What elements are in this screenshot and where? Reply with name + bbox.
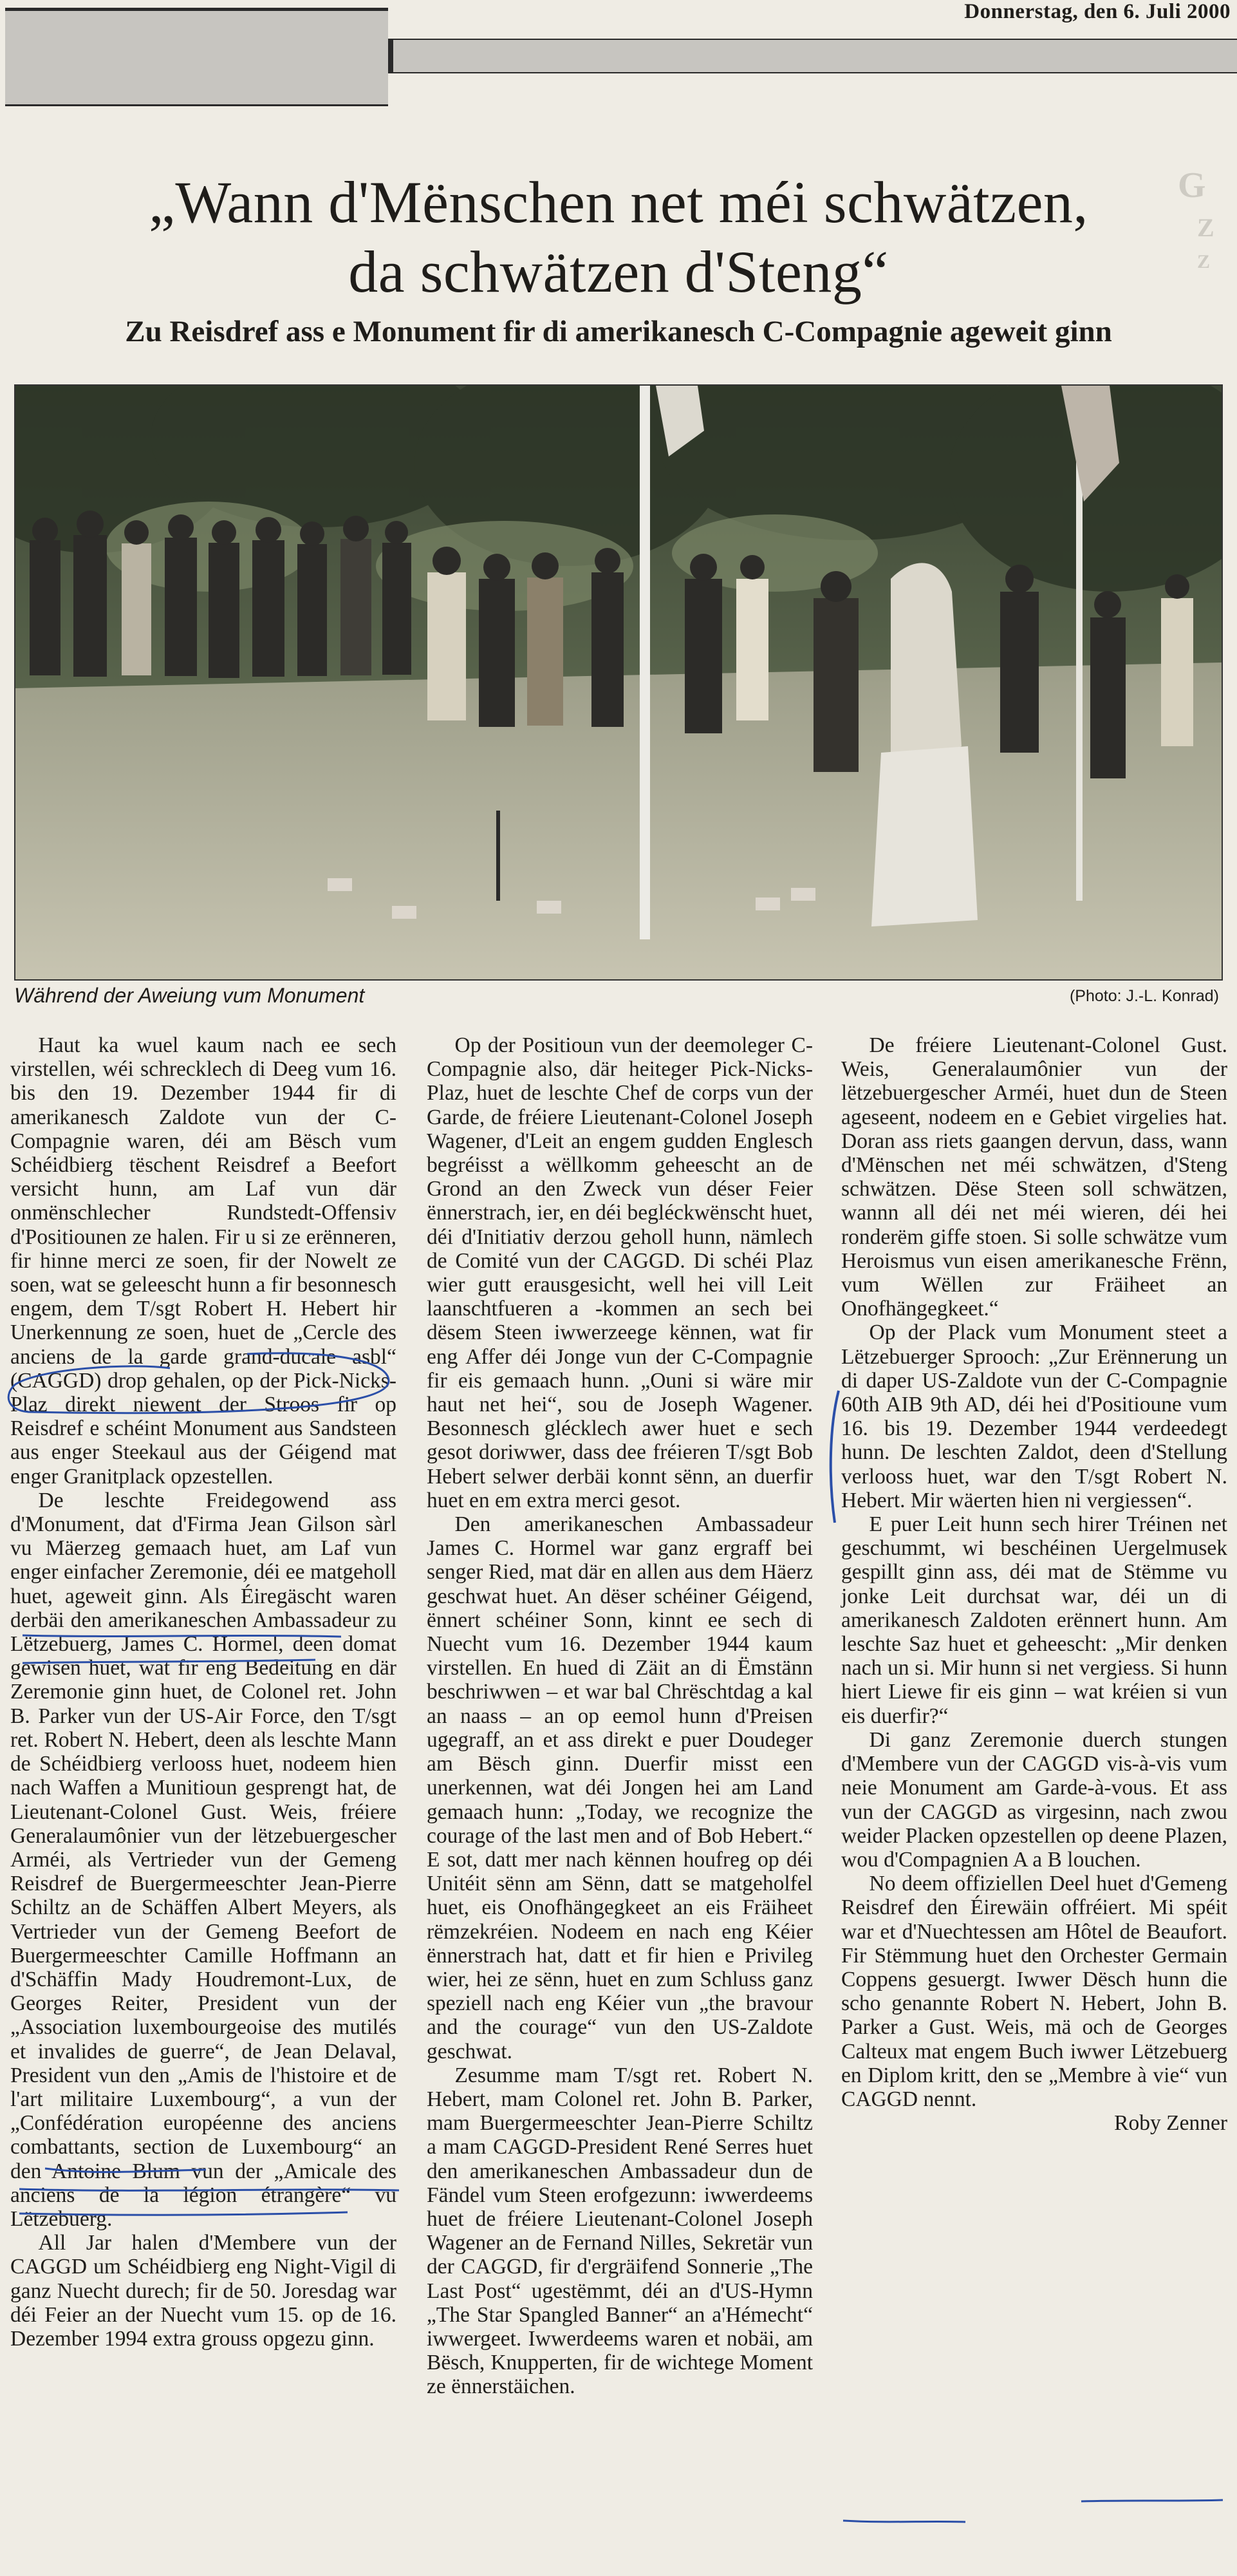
article-column-2 — [427, 1033, 813, 2399]
article-column-1 — [10, 1033, 396, 2351]
article-paragraph: All Jar halen d'Membere vun der CAGGD um Schéidbierg eng Night-Vigil di ganz Nuecht durech; fir de 50. Joresdag war déi Feier an der Nuecht vum 15. op de 16. Dezember 1994 extra grouss opgezu ginn. — [10, 2231, 396, 2351]
pen-underline-mark — [837, 2495, 1236, 2534]
article-paragraph: De leschte Freidegowend ass d'Monument, dat d'Firma Jean Gilson sàrl vu Mäerzeg gemaach huet, am Laf vun enger einfacher Zeremonie, déi ee matgeholl huet, ageweit ginn. Als Éiregäscht waren derbäi den amerikaneschen Ambassadeur zu Lëtzebuerg, James C. Hormel, deen domat gewisen huet, wat fir eng Bedeitung en där Zeremonie ginn huet, de Colonel ret. John B. Parker vun der US-Air Force, den T/sgt ret. Robert N. Hebert, deen als leschte Mann de Schéidbierg verlooss huet, nodeem hien nach Waffen a Munitioun gesprengt hat, de Lieutenant-Colonel Gust. Weis, fréiere Generalaumônier vun der lëtzebuergescher Arméi, als Vertrieder vun der Gemeng Reisdref de Buergermeeschter Jean-Pierre Schiltz an de Schäffen Albert Meyers, als Vertrieder vun der Gemeng Beefort de Buergermeeschter Camille Hoffmann an d'Schäffin Mady Houdremont-Lux, de Georges Reiter, President vun der „Association luxembourgeoise des mutilés et invalides de guerre“, de Jean Delaval, President vun den „Amis de l'histoire et de l'art militaire Luxembourg“, a vun der „Confédération européenne des anciens combattants, section de Luxembourg“ an den Antoine Blum vun der „Amicale des anciens de la légion étrangère“ vu Lëtzebuerg. — [10, 1488, 396, 2231]
photo-credit: (Photo: J.-L. Konrad) — [1069, 987, 1219, 1005]
article-paragraph: Di ganz Zeremonie duerch stungen d'Membere vun der CAGGD vis-à-vis vum neie Monument am Garde-à-vous. Et ass vun der CAGGD as virgesinn, nach zwou weider Placken opzestellen op deene Plazen, wou d'Compagnien A a B louchen. — [841, 1727, 1227, 1872]
header-bar-left — [5, 8, 388, 106]
headline — [0, 167, 1237, 306]
headline-line-1: „Wann d'Mënschen net méi schwätzen, — [149, 169, 1088, 235]
header-bar-right — [388, 39, 1237, 73]
dateline: Donnerstag, den 6. Juli 2000 — [964, 0, 1231, 23]
headline-line-2: da schwätzen d'Steng“ — [348, 239, 889, 305]
author-signature: Roby Zenner — [1114, 2111, 1227, 2136]
subheadline: Zu Reisdref ass e Monument fir di amerikanesch C-Compagnie ageweit ginn — [125, 315, 1112, 348]
article-paragraph: De fréiere Lieutenant-Colonel Gust. Weis, Generalaumônier vun der lëtzebuergescher Arméi, huet dun de Steen ageseent, nodeem en e Gebiet virgelies hat. Doran ass riets gaangen dervun, dass, wann d'Mënschen net méi schwätzen, d'Steng schwätzen. Dëse Steen soll schwätzen, wannn all déi net méi wieren, déi hei ronderëm giffe stoen. Si solle schwätze vum Heroismus vun eisen amerikanesche Frënn, vum Wëllen zur Fräiheet an Onofhängegkeet.“ — [841, 1033, 1227, 1321]
article-paragraph: No deem offiziellen Deel huet d'Gemeng Reisdref den Éirewäin offréiert. Mi spéit war et d'Nuechtessen am Hôtel de Beaufort. Fir Stëmmung huet den Orchester Germain Coppens gesuergt. Iwwer Dësch hunn die scho genannte Robert N. Hebert, John B. Parker a Gust. Weis, mä och de Georges Calteux mat engem Buch iwwer Lëtzebuerg en Diplom kritt, den se „Membre à vie“ vun CAGGD nennt. — [841, 1872, 1227, 2111]
ceremony-photo-illustration — [15, 386, 1222, 979]
article-paragraph: E puer Leit hunn sech hirer Tréinen net geschummt, wi beschéinen Uergelmusek gespillt ginn ass, déi mat de Stëmme vu jonke Leit durchsat war, déi un di amerikanesch Zaldoten erënnert hunn. Am leschte Saz huet et geheescht: „Mir denken nach un si. Mir hunn si net vergiess. Si hunn hiert Liewe fir eis ginn – wat kréien si vun eis duerfir?“ — [841, 1512, 1227, 1728]
article-paragraph: Den amerikaneschen Ambassadeur James C. Hormel war ganz ergraff bei senger Ried, mat där en allen aus dem Häerz geschwat huet. An dëser schéiner Géigend, ënnert schéiner Sonn, kinnt ee sech di Nuecht vum 16. Dezember 1944 kaum virstellen. En hued di Zäit an di Ëmstänn beschriwwen – et war bal Chrëschtdag a kal an naass – an op eemol hunn d'Preisen ugegraff, an et ass direkt e puer Doudeger am Bësch ginn. Duerfir misst een unerkennen, wat déi Jongen hei am Land gemaach hunn: „Today, we recognize the courage of the last men and of Bob Hebert.“ E sot, datt mer nach kënnen houfreg op déi Unitéit sënn am Sënn, datt se matgeholfel huet, eis Onofhängegkeet an eis Fräiheet rëmzekréien. Nodeem en nach eng Kéier ënnerstrach hat, datt et fir hien e Privileg wier, hei ze sënn, huet en zum Schluss ganz speziell nach eng Kéier vun „the bravour and the courage“ vun den US-Zaldote geschwat. — [427, 1512, 813, 2064]
photo-caption: Während der Aweiung vum Monument — [14, 984, 365, 1007]
article-paragraph: Op der Positioun vun der deemoleger C-Compagnie also, där heiteger Pick-Nicks-Plaz, huet de leschte Chef de corps vun der Garde, de fréiere Lieutenant-Colonel Joseph Wagener, d'Leit an engem gudden Englesch begréisst a wëllkomm geheescht an de Grond an den Zweck vun déser Feier ënnerstrach, ier, en déi begléckwënscht huet, déi d'Initiativ derzou geholl hunn, nämlech de Comité vun der CAGGD. Di schéi Plaz wier gutt erausgesicht, well hei vill Leit laanschtfueren a -kommen an sech bei dësem Steen iwwerzeege kënnen, wat fir eng Affer déi Jonge vun der C-Compagnie fir eis gemaach hunn. „Ouni si wäre mir haut net hei“, sou de Joseph Wagener. Besonnesch glécklech awer huet e sech gesot doriwwer, dass dee fréieren T/sgt Bob Hebert selwer derbäi konnt sënn, an duerfir huet en em extra merci gesot. — [427, 1033, 813, 1512]
ceremony-photo — [14, 384, 1223, 981]
bleed-through-text: Z — [1197, 251, 1211, 272]
article-paragraph: Op der Plack vum Monument steet a Lëtzebuerger Sprooch: „Zur Erënnerung un di daper US-Zaldote vun der C-Compagnie 60th AIB 9th AD, déi hei d'Positioune vum 16. bis 19. Dezember 1944 verdeedegt hunn. De leschten Zaldot, deen d'Stellung verlooss huet, war den T/sgt Robert N. Hebert. Mir wäerten hien ni vergiessen“. — [841, 1321, 1227, 1512]
article-paragraph: Zesumme mam T/sgt ret. Robert N. Hebert, mam Colonel ret. John B. Parker, mam Buergermeeschter Jean-Pierre Schiltz a mam CAGGD-President René Serres huet den amerikaneschen Ambassadeur dun de Fändel vum Steen erofgezunn: iwwerdeems huet de fréiere Lieutenant-Colonel Joseph Wagener an de Fernand Nilles, Sekretär vun der CAGGD, fir d'ergräifend Sonnerie „The Last Post“ ugestëmmt, déi an d'US-Hymn „The Star Spangled Banner“ an a'Hémecht“ iwwergeet. Iwwerdeems waren et nobäi, am Bësch, Knupperten, fir de wichtege Moment ze ënnerstäichen. — [427, 2063, 813, 2399]
article-paragraph: Haut ka wuel kaum nach ee sech virstellen, wéi schrecklech di Deeg vum 16. bis den 19. Dezember 1944 fir di amerikanesch Zaldote vun der C-Compagnie waren, déi am Bësch vum Schéidbierg tëschent Reisdref a Beefort versicht hunn, am Laf vun där onmënschlecher Rundstedt-Offensiv d'Positiounen ze halen. Fir u si ze erënneren, fir hinne merci ze soen, fir der Nowelt ze soen, wat se geleescht hunn a fir besonnesch engem, dem T/sgt Robert H. Hebert hir Unerkennung ze soen, huet de „Cercle des anciens de la garde grand-ducale asbl“ (CAGGD) drop gehalen, op der Pick-Nicks-Plaz direkt niewent der Stroos fir op Reisdref e schéint Monument aus Sandsteen aus enger Steekaul aus der Géigend mat enger Granitplack opzestellen. — [10, 1033, 396, 1489]
bleed-through-text: G — [1178, 165, 1206, 205]
article-column-3 — [841, 1033, 1227, 2135]
bleed-through-text: Z — [1197, 213, 1214, 242]
